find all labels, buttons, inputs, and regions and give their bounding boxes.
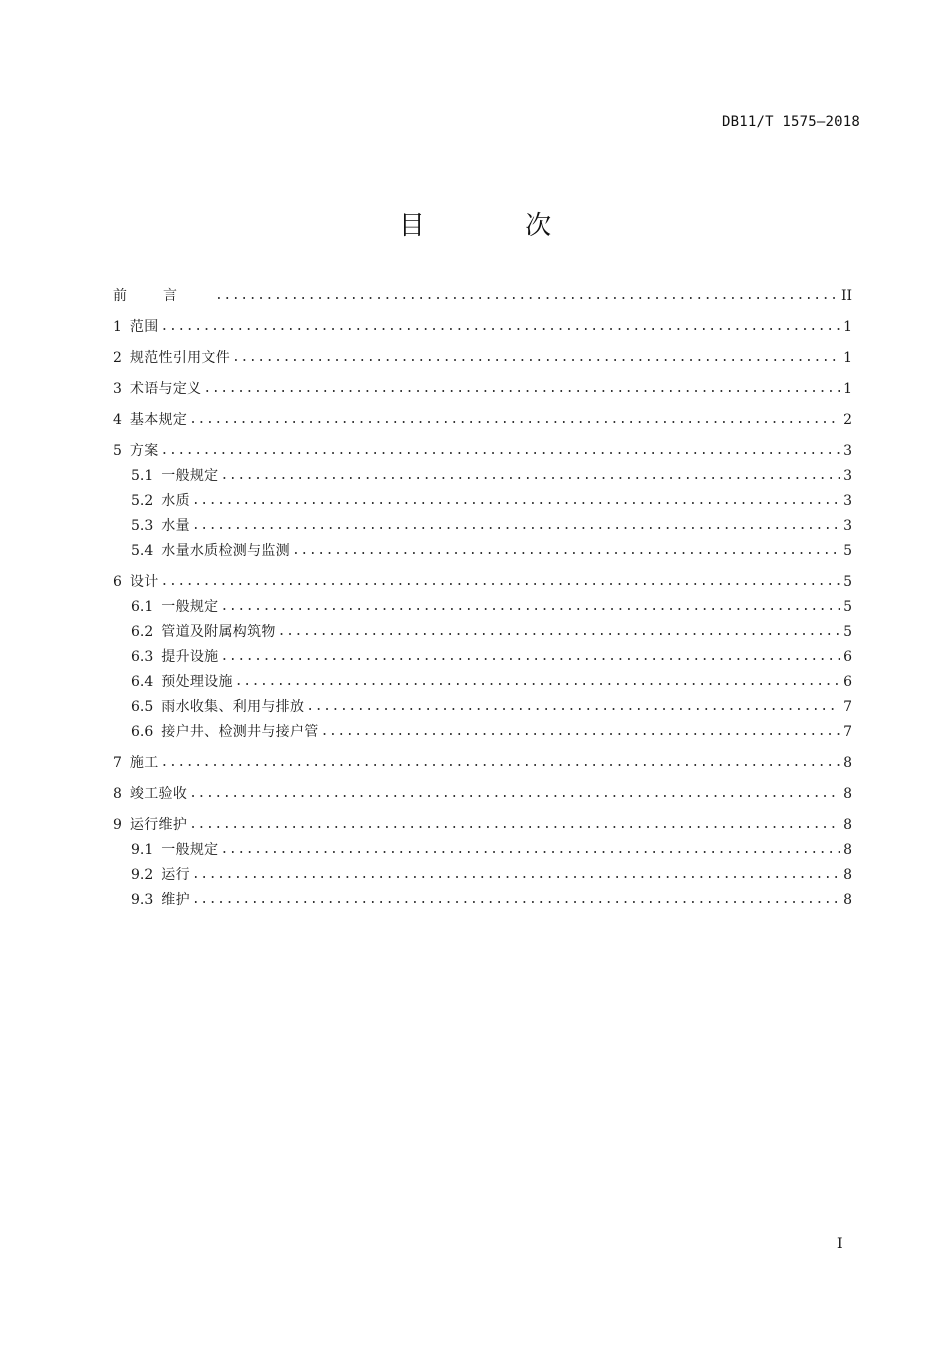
toc-entry-page: 6 xyxy=(843,674,852,690)
toc-entry-page: 8 xyxy=(843,786,852,802)
toc-entry-label: 方案 xyxy=(129,443,159,459)
toc-leader-dots xyxy=(203,378,840,400)
toc-leader-dots xyxy=(220,646,840,668)
table-of-contents xyxy=(113,285,852,911)
toc-entry-page: 3 xyxy=(843,493,852,509)
toc-entry-number: 5.1 xyxy=(131,468,154,484)
toc-entry-label: 水质 xyxy=(161,493,190,509)
toc-entry-number: 6.2 xyxy=(131,624,154,640)
toc-entry-label: 竣工验收 xyxy=(129,786,188,802)
toc-entry-page: 5 xyxy=(843,574,852,590)
toc-entry-label: 一般规定 xyxy=(161,599,219,615)
toc-entry[interactable] xyxy=(113,285,852,307)
toc-leader-dots xyxy=(189,783,840,805)
toc-entry-number: 7 xyxy=(113,755,122,771)
toc-entry-number: 5.2 xyxy=(131,493,154,509)
toc-subentry[interactable] xyxy=(113,490,852,512)
toc-subentry[interactable] xyxy=(113,465,852,487)
toc-entry-number: 8 xyxy=(113,786,122,802)
toc-entry[interactable] xyxy=(113,783,852,805)
toc-entry-label: 接户井、检测井与接户管 xyxy=(161,724,319,740)
toc-entry[interactable] xyxy=(113,571,852,593)
toc-entry-number: 6.3 xyxy=(131,649,154,665)
toc-entry-label: 一般规定 xyxy=(161,468,219,484)
toc-entry[interactable] xyxy=(113,316,852,338)
toc-entry-label: 施工 xyxy=(129,755,159,771)
toc-entry-label: 雨水收集、利用与排放 xyxy=(161,699,305,715)
toc-entry-page: 8 xyxy=(843,892,852,908)
toc-entry-page: 8 xyxy=(843,817,852,833)
toc-entry-number: 9.1 xyxy=(131,842,154,858)
toc-entry-label: 前言 xyxy=(113,288,213,304)
toc-subentry[interactable] xyxy=(113,540,852,562)
toc-leader-dots xyxy=(220,839,840,861)
toc-entry-page: 3 xyxy=(843,518,852,534)
toc-entry-label: 术语与定义 xyxy=(129,381,202,397)
toc-subentry[interactable] xyxy=(113,864,852,886)
toc-entry-page: 8 xyxy=(843,755,852,771)
page-number: I xyxy=(837,1236,843,1252)
toc-entry[interactable] xyxy=(113,440,852,462)
toc-leader-dots xyxy=(235,671,840,693)
toc-subentry[interactable] xyxy=(113,621,852,643)
toc-entry-page: 7 xyxy=(843,699,852,715)
toc-leader-dots xyxy=(161,316,840,338)
toc-entry-page: 1 xyxy=(843,350,852,366)
toc-entry-number: 1 xyxy=(113,319,122,335)
toc-leader-dots xyxy=(278,621,840,643)
toc-entry-page: 7 xyxy=(843,724,852,740)
toc-entry-page: 1 xyxy=(843,319,852,335)
toc-entry-number: 2 xyxy=(113,350,122,366)
toc-entry-number: 6 xyxy=(113,574,122,590)
toc-entry-number: 9 xyxy=(113,817,122,833)
toc-leader-dots xyxy=(161,440,840,462)
toc-entry[interactable] xyxy=(113,752,852,774)
toc-entry-number: 5.4 xyxy=(131,543,154,559)
toc-entry-label: 水量水质检测与监测 xyxy=(161,543,290,559)
toc-leader-dots xyxy=(220,465,840,487)
toc-entry-number: 3 xyxy=(113,381,122,397)
toc-leader-dots xyxy=(192,864,840,886)
toc-entry-number: 4 xyxy=(113,412,122,428)
toc-leader-dots xyxy=(192,889,840,911)
toc-leader-dots xyxy=(215,285,839,307)
toc-entry-label: 预处理设施 xyxy=(161,674,233,690)
toc-subentry[interactable] xyxy=(113,596,852,618)
toc-entry-label: 设计 xyxy=(129,574,159,590)
document-code: DB11/T 1575—2018 xyxy=(721,114,860,130)
toc-entry-label: 运行 xyxy=(161,867,190,883)
toc-subentry[interactable] xyxy=(113,646,852,668)
toc-entry-label: 基本规定 xyxy=(129,412,188,428)
toc-leader-dots xyxy=(189,409,840,431)
toc-subentry[interactable] xyxy=(113,696,852,718)
toc-entry-page: II xyxy=(840,288,852,304)
toc-leader-dots xyxy=(292,540,840,562)
toc-entry-number: 5.3 xyxy=(131,518,154,534)
toc-entry-page: 1 xyxy=(843,381,852,397)
toc-leader-dots xyxy=(306,696,840,718)
toc-leader-dots xyxy=(161,571,840,593)
toc-subentry[interactable] xyxy=(113,515,852,537)
toc-entry-label: 水量 xyxy=(161,518,190,534)
toc-entry-page: 8 xyxy=(843,842,852,858)
toc-leader-dots xyxy=(232,347,840,369)
toc-entry-label: 范围 xyxy=(129,319,159,335)
toc-leader-dots xyxy=(192,490,840,512)
toc-leader-dots xyxy=(189,814,840,836)
toc-leader-dots xyxy=(161,752,840,774)
toc-leader-dots xyxy=(220,596,840,618)
toc-entry-number: 9.2 xyxy=(131,867,154,883)
toc-entry-label: 提升设施 xyxy=(161,649,219,665)
toc-entry-page: 3 xyxy=(843,468,852,484)
toc-entry-page: 5 xyxy=(843,543,852,559)
toc-entry-page: 8 xyxy=(843,867,852,883)
toc-entry-label: 维护 xyxy=(161,892,190,908)
toc-entry-page: 5 xyxy=(843,599,852,615)
toc-entry-number: 9.3 xyxy=(131,892,154,908)
toc-entry-number: 6.4 xyxy=(131,674,154,690)
toc-entry-number: 6.5 xyxy=(131,699,154,715)
toc-leader-dots xyxy=(192,515,840,537)
toc-entry-label: 规范性引用文件 xyxy=(129,350,231,366)
toc-entry-number: 6.6 xyxy=(131,724,154,740)
toc-entry[interactable] xyxy=(113,347,852,369)
toc-entry-page: 3 xyxy=(843,443,852,459)
toc-entry-page: 5 xyxy=(843,624,852,640)
toc-entry-label: 管道及附属构筑物 xyxy=(161,624,276,640)
toc-entry[interactable] xyxy=(113,378,852,400)
toc-subentry[interactable] xyxy=(113,671,852,693)
toc-subentry[interactable] xyxy=(113,889,852,911)
toc-entry[interactable] xyxy=(113,409,852,431)
toc-entry[interactable] xyxy=(113,814,852,836)
toc-entry-page: 6 xyxy=(843,649,852,665)
toc-entry-number: 5 xyxy=(113,443,122,459)
toc-entry-label: 一般规定 xyxy=(161,842,219,858)
toc-subentry[interactable] xyxy=(113,839,852,861)
page-title: 目 次 xyxy=(398,211,598,241)
toc-entry-page: 2 xyxy=(843,412,852,428)
toc-subentry[interactable] xyxy=(113,721,852,743)
toc-entry-number: 6.1 xyxy=(131,599,154,615)
toc-leader-dots xyxy=(321,721,840,743)
toc-entry-label: 运行维护 xyxy=(129,817,188,833)
